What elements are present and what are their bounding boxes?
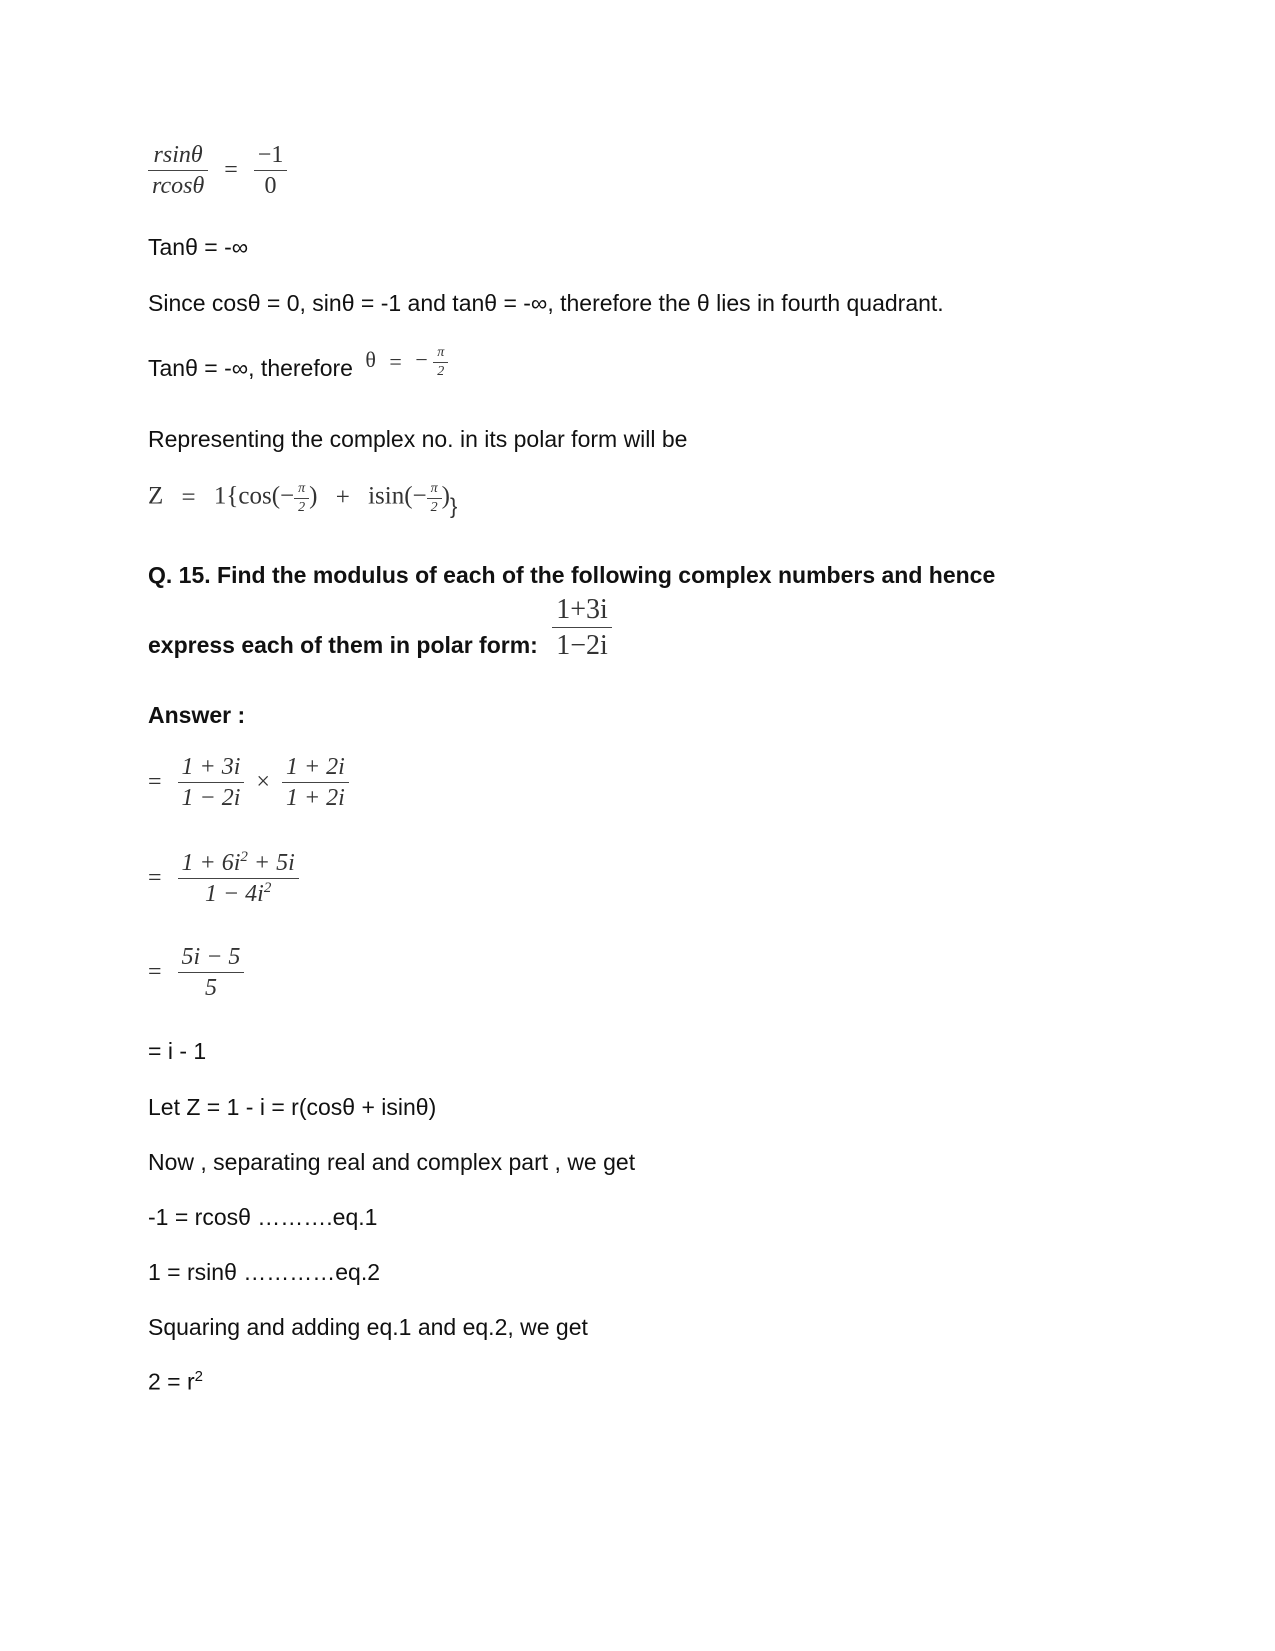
equation-polar-form	[148, 480, 457, 520]
text-line-squaring: Squaring and adding eq.1 and eq.2, we get	[148, 1314, 588, 1340]
equation-step-3	[148, 942, 244, 1003]
answer-label: Answer :	[148, 702, 246, 728]
numerator-part: 1 + 6i	[181, 850, 241, 876]
superscript: 2	[263, 880, 272, 896]
fraction-pi-over-2	[294, 480, 309, 516]
theta-equation	[365, 344, 448, 380]
fraction-pi-over-2	[427, 480, 442, 516]
fraction-lhs	[148, 140, 208, 201]
cos-part: 1{cos(−	[213, 482, 295, 510]
question-15-line2	[148, 592, 612, 663]
fraction-numerator: 1 + 3i	[178, 752, 245, 783]
equals-sign: =	[148, 959, 162, 985]
text-line-eq2: 1 = rsinθ …………eq.2	[148, 1259, 381, 1285]
fraction-denominator: 2	[437, 363, 445, 379]
text-line-tan-therefore	[148, 344, 448, 380]
equals-sign: =	[181, 484, 196, 511]
fraction-1	[178, 752, 245, 813]
text-line-result: = i - 1	[148, 1038, 207, 1064]
fraction-denominator: 1−2i	[556, 630, 608, 661]
equation-step-1	[148, 752, 349, 813]
question-15-line1: Q. 15. Find the modulus of each of the following complex numbers and hence	[148, 562, 996, 588]
fraction-denominator: 2	[298, 499, 306, 515]
tan-therefore-text: Tanθ = -∞, therefore	[148, 355, 353, 381]
fraction-numerator: 1 + 2i	[282, 752, 349, 783]
numerator-part: + 5i	[247, 850, 295, 876]
theta-symbol: θ	[365, 347, 376, 373]
close-brace: }	[449, 493, 458, 519]
fraction-2	[282, 752, 349, 813]
text-line-since: Since cosθ = 0, sinθ = -1 and tanθ = -∞, therefore the θ lies in fourth quadrant.	[148, 290, 944, 316]
text-line-eq1: -1 = rcosθ ……….eq.1	[148, 1204, 378, 1230]
equals-sign: =	[148, 769, 162, 795]
text-line-separating: Now , separating real and complex part , we get	[148, 1149, 636, 1175]
fraction-question	[552, 592, 612, 663]
equals-sign: =	[148, 865, 162, 891]
fraction-denominator: 2	[430, 499, 438, 515]
fraction-expanded	[178, 848, 299, 909]
minus-sign: −	[415, 347, 428, 373]
fraction-denominator: rcosθ	[152, 173, 205, 199]
text-line-final	[148, 1368, 203, 1396]
fraction-pi-over-2	[433, 344, 448, 380]
fraction-numerator	[178, 848, 299, 879]
fraction-numerator: π	[433, 344, 448, 363]
fraction-numerator: −1	[254, 140, 288, 171]
sin-part: isin(−	[368, 482, 427, 510]
text-line-tan: Tanθ = -∞	[148, 234, 249, 260]
fraction-numerator: 1+3i	[552, 592, 612, 628]
equation-step-2	[148, 848, 299, 909]
close-paren: )	[441, 482, 450, 510]
fraction-denominator	[178, 879, 299, 909]
fraction-numerator: π	[294, 480, 309, 499]
superscript: 2	[194, 1368, 204, 1385]
equals-sign: =	[389, 349, 402, 374]
fraction-numerator: 5i − 5	[178, 942, 245, 973]
fraction-simplified	[178, 942, 245, 1003]
close-paren: )	[309, 482, 318, 510]
fraction-numerator: rsinθ	[148, 140, 208, 171]
equation-tan-ratio	[148, 140, 287, 201]
text-line-representing: Representing the complex no. in its polar form will be	[148, 426, 688, 452]
fraction-denominator: 0	[264, 173, 277, 199]
text-line-let-z: Let Z = 1 - i = r(cosθ + isinθ)	[148, 1094, 437, 1120]
question-15-text: express each of them in polar form:	[148, 632, 538, 658]
fraction-denominator: 1 + 2i	[285, 785, 345, 811]
fraction-denominator: 5	[204, 975, 217, 1001]
equals-sign: =	[224, 157, 238, 183]
denominator-part: 1 − 4i	[204, 881, 264, 907]
superscript: 2	[240, 849, 248, 865]
fraction-rhs	[254, 140, 288, 201]
z-symbol: Z	[148, 482, 164, 510]
plus-sign: +	[335, 484, 350, 511]
fraction-denominator: 1 − 2i	[181, 785, 241, 811]
times-sign: ×	[256, 769, 270, 795]
fraction-numerator: π	[427, 480, 442, 499]
final-text: 2 = r	[148, 1368, 195, 1395]
